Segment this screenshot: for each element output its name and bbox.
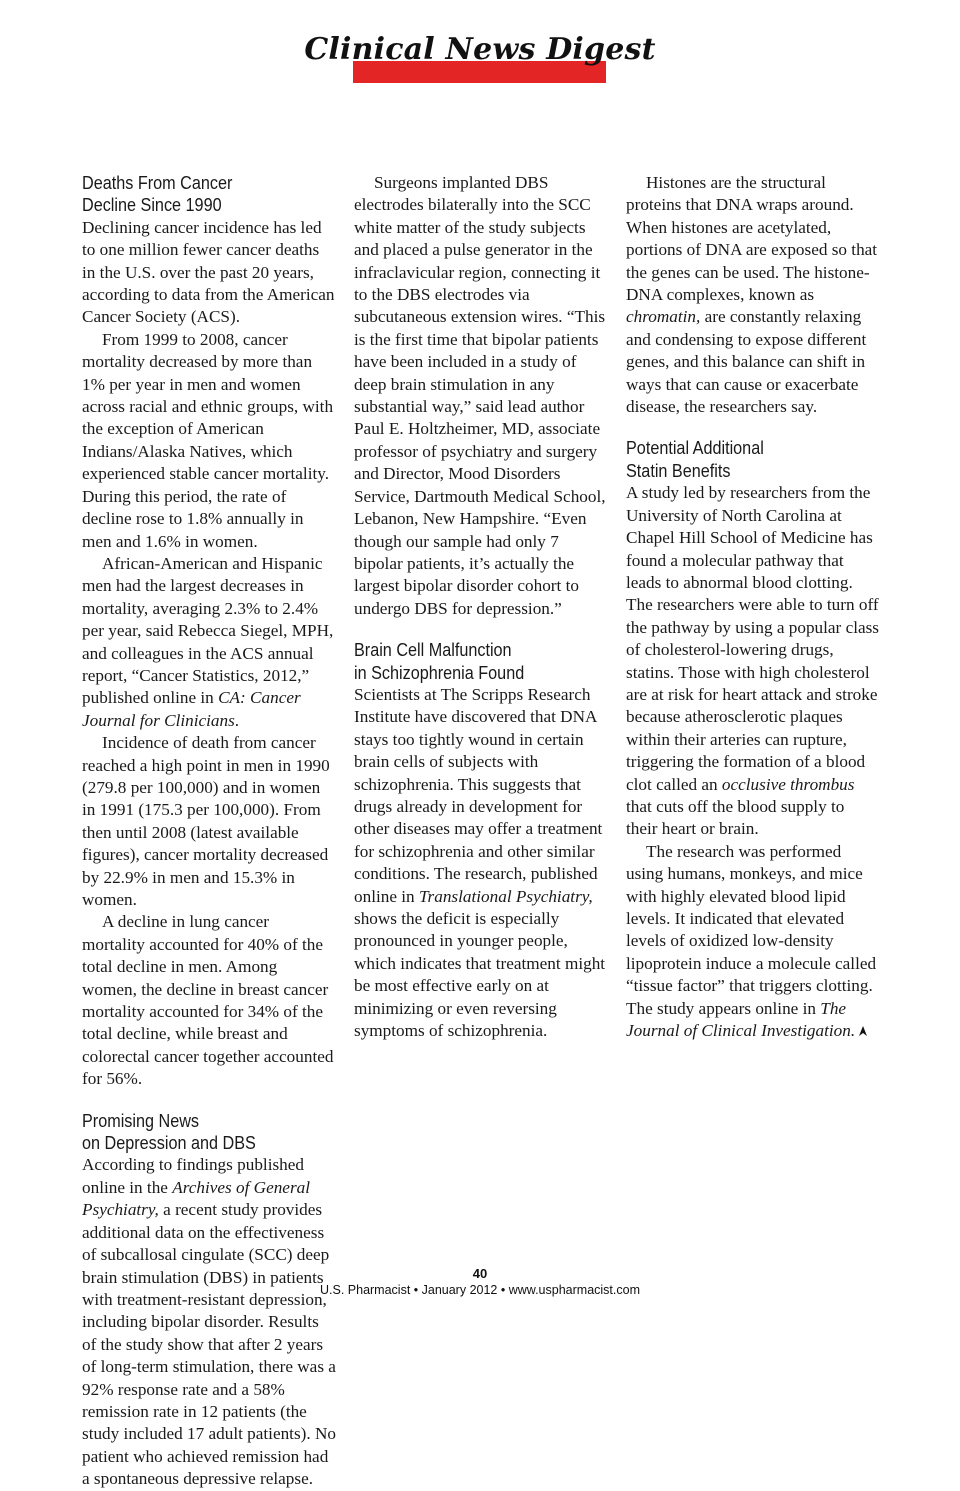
- paragraph: A decline in lung cancer mortality accounted for 40% of the total decline in men. Among women, the decline in breast cancer mortality accounted for 34% of the total decline, while breast and colorectal cancer together accounted for 56%.: [82, 912, 334, 1089]
- text-continued: shows the deficit is especially pronounced in younger people, which indicates that treatment might be most effective early on at minimizing or even reversing symptoms of schizophrenia.: [354, 909, 606, 1041]
- page-title: Clinical News Digest: [304, 32, 656, 67]
- paragraph: African-American and Hispanic men had the largest decreases in mortality, averaging 2.3% to 2.4% per year, said Rebecca Siegel, MPH, and colleagues in the ACS annual report, “Cancer Statistics, 2012,” published online in CA: Cancer Journal for Clinicians.: [82, 553, 334, 730]
- text-continued: a recent study provides additional data on the effectiveness of subcallosal cingulate (SCC) deep brain stimulation (DBS) in patients with treatment-resistant depression, including bipolar disorder. Results of the study show that after 2 years of long-term stimulation, there was a 92% response rate and a 58% remission rate in 12 patients (the study included 17 adult patients). No patient who achieved remission had a spontaneous depressive relapse.: [82, 1200, 336, 1489]
- masthead: [0, 28, 960, 88]
- article-heading-cancer: Deaths From Cancer Decline Since 1990: [82, 173, 233, 216]
- paragraph: Surgeons implanted DBS electrodes bilaterally into the SCC white matter of the study subjects and placed a pulse generator in the infraclavicular region, connecting it to the DBS electrodes via subcutaneous extension wires. “This is the first time that bipolar patients have been included in a study of deep brain stimulation in any substantial way,” said lead author Paul E. Holtzheimer, MD, associate professor of psychiatry and surgery and Director, Mood Disorders Service, Dartmouth Medical School, Lebanon, New Hampshire. “Even though our sample had only 7 bipolar patients, it’s actually the largest bipolar disorder cohort to undergo DBS for depression.”: [354, 173, 606, 618]
- paragraph: According to findings published online in the Archives of General Psychiatry, a recent study provides additional data on the effectiveness of subcallosal cingulate (SCC) deep brain stimulation (DBS) in patients with treatment-resistant depression, including bipolar disorder. Results of the study show that after 2 years of long-term stimulation, there was a 92% response rate and a 58% remission rate in 12 patients (the study included 17 adult patients). No patient who achieved remission had a spontaneous depressive relapse.: [82, 1155, 336, 1489]
- journal-title: Archives of General Psychiatry,: [82, 1177, 310, 1220]
- paragraph: Histones are the structural proteins that DNA wraps around. When histones are acetylated, portions of DNA are exposed so that the genes can be used. The histone-DNA complexes, known as chromatin, are constantly relaxing and condensing to expose different genes, and this balance can shift in ways that can cause or exacerbate disease, the researchers say.: [626, 173, 878, 417]
- page-footer: [0, 1265, 960, 1299]
- paragraph: A study led by researchers from the University of North Carolina at Chapel Hill School of Medicine has found a molecular pathway that leads to abnormal blood clotting. The researchers were able to turn off the pathway by using a popular class of cholesterol-lowering drugs, statins. Those with high cholesterol are at risk for heart attack and stroke because atherosclerotic plaques within their arteries can rupture, triggering the formation of a blood clot called an occlusive thrombus that cuts off the blood supply to their heart or brain.: [626, 483, 879, 839]
- end-of-article-icon: [858, 1025, 868, 1037]
- publication-info: U.S. Pharmacist • January 2012 • www.uspharmacist.com: [320, 1283, 640, 1297]
- journal-title: Translational Psychiatry,: [418, 886, 593, 906]
- column-2: [354, 172, 608, 1042]
- article-heading-depression: Promising News on Depression and DBS: [82, 1110, 256, 1154]
- term: occlusive thrombus: [721, 774, 855, 794]
- column-3: [626, 172, 880, 1042]
- article-heading-schizophrenia: Brain Cell Malfunction in Schizophrenia Found: [354, 640, 525, 683]
- article-heading-statin: Potential Additional Statin Benefits: [626, 438, 764, 481]
- paragraph: The research was performed using humans, monkeys, and mice with highly elevated blood lipid levels. It indicated that elevated levels of oxidized low-density lipoprotein induce a molecule called “tissue factor” that triggers clotting. The study appears online in The Journal of Clinical Investigation.: [626, 841, 877, 1041]
- paragraph: From 1999 to 2008, cancer mortality decreased by more than 1% per year in men and women across racial and ethnic groups, with the exception of American Indians/Alaska Natives, which experienced stable cancer mortality. During this period, the rate of decline rose to 1.8% annually in men and 1.6% in women.: [82, 329, 334, 551]
- term: chromatin,: [626, 307, 701, 327]
- paragraph: Declining cancer incidence has led to one million fewer cancer deaths in the U.S. over the past 20 years, according to data from the American Cancer Society (ACS).: [82, 217, 335, 327]
- journal-title: The Journal of Clinical Investigation.: [626, 998, 856, 1041]
- page-number: 40: [472, 1266, 488, 1281]
- paragraph: Incidence of death from cancer reached a high point in men in 1990 (279.8 per 100,000) and in women in 1991 (175.3 per 100,000). From then until 2008 (latest available figures), cancer mortality decreased by 22.9% in men and 15.3% in women.: [82, 733, 330, 909]
- journal-title: CA: Cancer Journal for Clinicians: [82, 688, 301, 730]
- paragraph: Scientists at The Scripps Research Institute have discovered that DNA stays too tightly wound in certain brain cells of subjects with schizophrenia. This suggests that drugs already in development for other diseases may offer a treatment for schizophrenia and other similar conditions. The research, published online in Translational Psychiatry, shows the deficit is especially pronounced in younger people, which indicates that treatment might be most effective early on at minimizing or even reversing symptoms of schizophrenia.: [354, 684, 606, 1041]
